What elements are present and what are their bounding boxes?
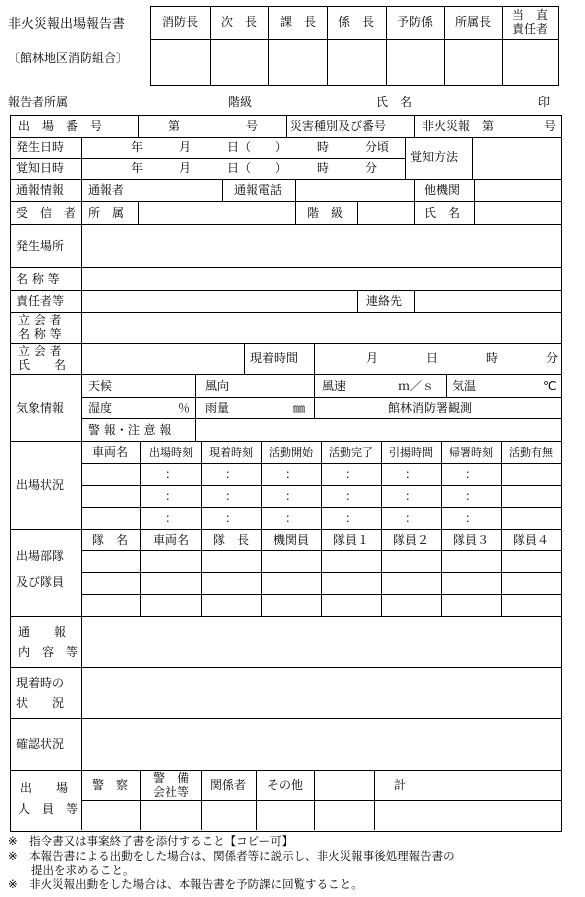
personnel-col-total: 計 xyxy=(393,778,407,792)
colon-mark: ： xyxy=(404,511,418,525)
organization-name: 〔館林地区消防組合〕 xyxy=(8,51,129,65)
dispatch-status-label: 出場状況 xyxy=(16,478,65,492)
approval-duty-1: 当 直 xyxy=(511,8,549,22)
colon-mark: ： xyxy=(284,489,298,503)
report-content-label-1: 通 報 xyxy=(18,625,67,639)
receiver-affiliation-label: 所 属 xyxy=(88,206,125,220)
units-col-engineer: 機関員 xyxy=(272,533,310,547)
humidity-unit: ％ xyxy=(178,401,191,415)
approval-dept-head: 所属長 xyxy=(454,15,492,29)
rainfall-unit: ㎜ xyxy=(293,401,306,415)
dispatch-col-complete: 活動完了 xyxy=(329,446,373,459)
weather-info-label: 気象情報 xyxy=(16,401,65,415)
other-agency-label: 他機関 xyxy=(424,183,461,197)
dispatch-col-return: 帰署時刻 xyxy=(449,446,493,459)
dispatch-number-dai: 第 xyxy=(168,119,181,133)
colon-mark: ： xyxy=(404,467,418,481)
colon-mark: ： xyxy=(164,467,178,481)
dispatch-col-activity: 活動有無 xyxy=(509,446,553,459)
observation-source: 館林消防署観測 xyxy=(388,401,473,415)
colon-mark: ： xyxy=(344,511,358,525)
rainfall-label: 雨量 xyxy=(205,401,230,415)
approval-prevention: 予防係 xyxy=(396,15,434,29)
page-title: 非火災報出場報告書 xyxy=(8,17,126,32)
note-3: 提出を求めること。 xyxy=(8,863,135,877)
reporter-rank-label: 階級 xyxy=(228,95,253,109)
personnel-col-related: 関係者 xyxy=(209,778,247,792)
location-label: 発生場所 xyxy=(16,239,65,253)
colon-mark: ： xyxy=(464,489,478,503)
colon-mark: ： xyxy=(284,467,298,481)
units-col-member4: 隊員４ xyxy=(512,533,550,547)
informer-label: 通報者 xyxy=(88,183,125,197)
reporter-affiliation-label: 報告者所属 xyxy=(8,95,69,109)
witness-name-label-2: 名 称 等 xyxy=(18,327,62,341)
dispatch-col-withdraw: 引揚時間 xyxy=(389,446,433,459)
humidity-label: 湿度 xyxy=(88,401,113,415)
approval-subsection-chief: 係 長 xyxy=(337,15,375,29)
units-col-leader: 隊 長 xyxy=(212,533,250,547)
personnel-col-police: 警 察 xyxy=(91,778,129,792)
colon-mark: ： xyxy=(224,511,238,525)
disaster-type-label: 災害種別及び番号 xyxy=(290,119,387,133)
wind-speed-unit: ｍ／ｓ xyxy=(398,379,435,393)
reporter-name-label: 氏 名 xyxy=(376,95,413,109)
personnel-label-1: 出 場 xyxy=(20,781,69,795)
temperature-unit: ℃ xyxy=(543,379,557,393)
colon-mark: ： xyxy=(344,489,358,503)
arrival-status-label-2: 状 況 xyxy=(16,696,65,710)
approval-fire-chief: 消防長 xyxy=(161,15,199,29)
dispatch-number-label: 出 場 番 号 xyxy=(18,119,103,133)
personnel-col-security-2: 会社等 xyxy=(152,785,190,799)
colon-mark: ： xyxy=(164,489,178,503)
weather-label: 天候 xyxy=(88,379,113,393)
report-info-label: 通報情報 xyxy=(16,183,65,197)
wind-direction-label: 風向 xyxy=(205,379,230,393)
awareness-datetime-template: 年 月 日（ ） 時 分 xyxy=(131,161,378,175)
dispatch-col-arrival: 現着時刻 xyxy=(209,446,253,459)
colon-mark: ： xyxy=(284,511,298,525)
name-etc-label: 名 称 等 xyxy=(16,272,60,286)
colon-mark: ： xyxy=(164,511,178,525)
approval-deputy-chief: 次 長 xyxy=(220,15,258,29)
approval-section-chief: 課 長 xyxy=(279,15,317,29)
contact-label: 連絡先 xyxy=(366,294,403,308)
units-label-2: 及び隊員 xyxy=(16,575,65,589)
occurrence-datetime-template: 年 月 日（ ） 時 分頃 xyxy=(131,140,390,154)
colon-mark: ： xyxy=(224,467,238,481)
receiver-label: 受 信 者 xyxy=(16,206,77,220)
approval-duty-2: 責任者 xyxy=(511,22,549,36)
seal-label: 印 xyxy=(538,95,551,109)
awareness-datetime-label: 覚知日時 xyxy=(16,161,65,175)
witness-name-label-1: 立 会 者 xyxy=(18,313,62,327)
units-col-vehicle: 車両名 xyxy=(152,533,190,547)
warning-advisory-label: 警 報・注 意 報 xyxy=(88,423,172,437)
colon-mark: ： xyxy=(404,489,418,503)
temperature-label: 気温 xyxy=(452,379,477,393)
colon-mark: ： xyxy=(344,467,358,481)
receiver-name-label: 氏 名 xyxy=(424,206,461,220)
units-label-1: 出場部隊 xyxy=(16,549,65,563)
personnel-col-security-1: 警 備 xyxy=(152,771,190,785)
units-col-team: 隊 名 xyxy=(91,533,129,547)
report-content-label-2: 内 容 等 xyxy=(18,645,79,659)
note-2: ※ 本報告書による出動をした場合は、関係者等に説示し、非火災報事後処理報告書の xyxy=(8,849,455,863)
receiver-rank-label: 階 級 xyxy=(307,206,344,220)
dispatch-number-go: 号 xyxy=(246,119,259,133)
units-col-member2: 隊員２ xyxy=(392,533,430,547)
occurrence-datetime-label: 発生日時 xyxy=(16,140,65,154)
units-col-member1: 隊員１ xyxy=(332,533,370,547)
colon-mark: ： xyxy=(464,511,478,525)
report-phone-label: 通報電話 xyxy=(234,183,283,197)
colon-mark: ： xyxy=(224,489,238,503)
dispatch-col-start: 活動開始 xyxy=(269,446,313,459)
arrival-status-label-1: 現着時の xyxy=(16,676,65,690)
false-alarm-number-label: 非火災報 第 xyxy=(422,119,495,133)
note-4: ※ 非火災報出動をした場合は、本報告書を予防課に回覧すること。 xyxy=(8,877,363,891)
arrival-time-template: 月 日 時 分 xyxy=(366,351,559,365)
witness-person-label-1: 立 会 者 xyxy=(18,344,62,358)
false-alarm-go: 号 xyxy=(544,119,557,133)
personnel-col-other: その他 xyxy=(266,778,304,792)
awareness-method-label: 覚知方法 xyxy=(410,150,459,164)
dispatch-col-departure: 出場時刻 xyxy=(149,446,193,459)
arrival-time-label: 現着時間 xyxy=(250,351,299,365)
note-1: ※ 指令書又は事案終了書を添付すること【コピー可】 xyxy=(8,834,294,848)
confirmation-status-label: 確認状況 xyxy=(16,737,65,751)
colon-mark: ： xyxy=(464,467,478,481)
personnel-label-2: 人 員 等 xyxy=(18,802,79,816)
responsible-person-label: 責任者等 xyxy=(16,294,65,308)
dispatch-col-vehicle: 車両名 xyxy=(91,445,129,459)
wind-speed-label: 風速 xyxy=(322,379,347,393)
witness-person-label-2: 氏 名 xyxy=(18,358,67,372)
units-col-member3: 隊員３ xyxy=(452,533,490,547)
